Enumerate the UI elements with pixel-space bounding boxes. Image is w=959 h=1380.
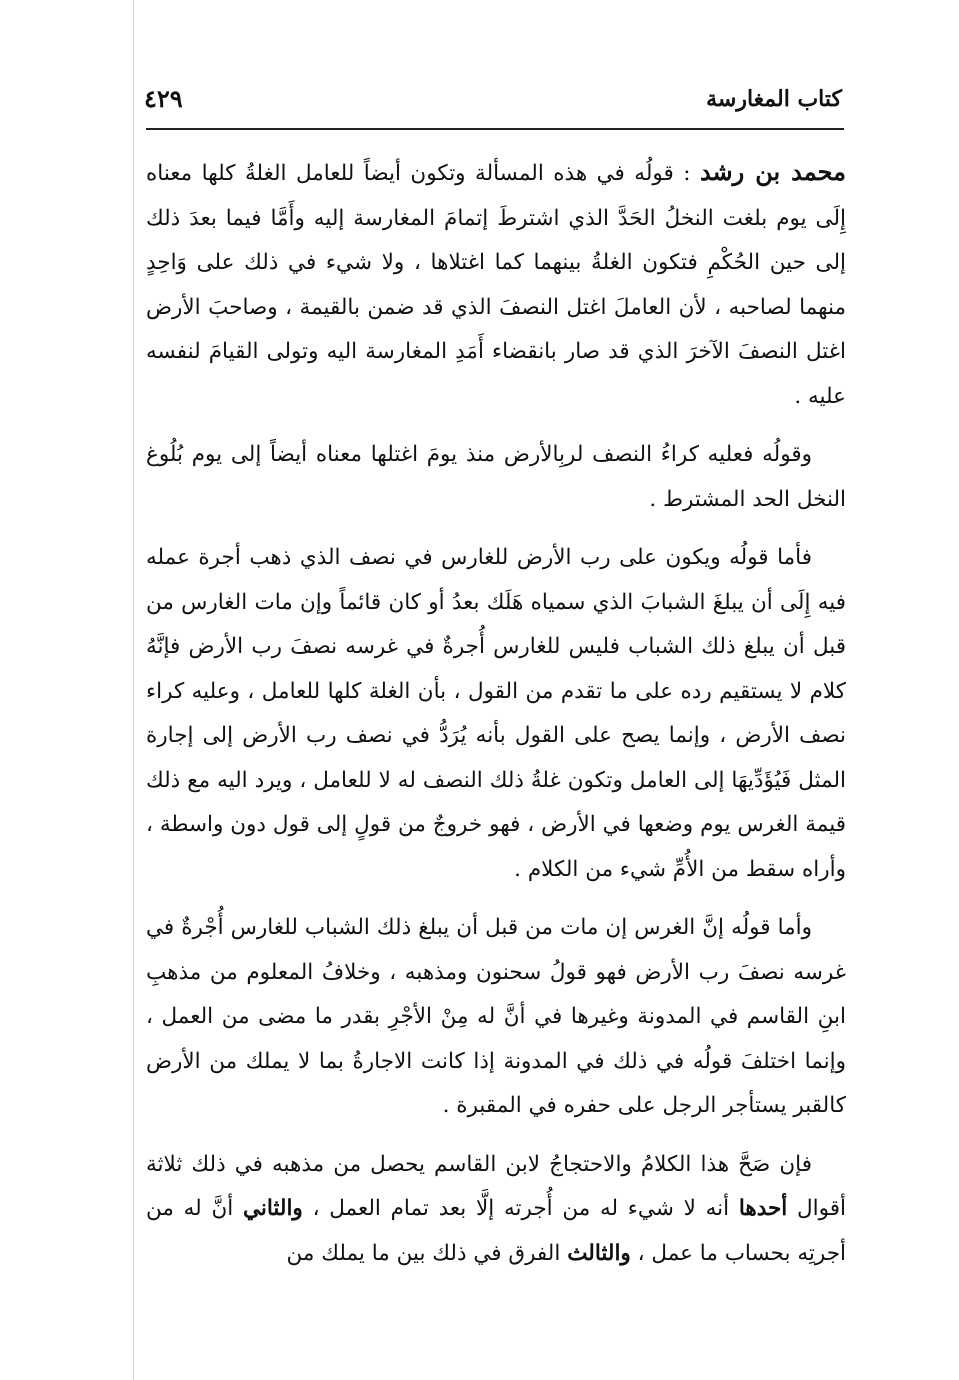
header-rule	[146, 128, 844, 130]
paragraph-5-text-b: أنه لا شيء له من أُجرته إلَّا بعد تمام العمل ،	[312, 1196, 730, 1221]
paragraph-4: وأما قولُه إنَّ الغرس إن مات من قبل أن يبلغ ذلك الشباب للغارس أُجْرةٌ في غرسه نصفَ رب الأرض فهو قولُ سحنون ومذهبه ، وخلافُ المعلوم من مذهبِ ابنِ القاسم في المدونة وغيرها في أنَّ له مِنْ الأجْرِ بقدر ما مضى من العمل ، وإنما اختلفَ قولُه في ذلك في المدونة إذا كانت الاجارةُ بما لا يملك من الأرض كالقبر يستأجر الرجل على حفره في المقبرة .	[146, 915, 846, 1118]
author-name: محمد بن رشد	[699, 157, 846, 186]
page-number: ٤٢٩	[144, 84, 183, 113]
running-title: كتاب المغارسة	[706, 86, 842, 112]
paragraph-1	[146, 150, 846, 419]
keyword-first: أحدها	[738, 1196, 788, 1221]
paragraph-5-text-a: فإن صَحَّ هذا الكلامُ والاحتجاجُ لابن القاسم يحصل من مذهبه في ذلك ثلاثة أقوال	[146, 1151, 846, 1221]
page-gutter-line	[133, 0, 134, 1380]
keyword-third: والثالث	[567, 1240, 631, 1266]
paragraph-2: وقولُه فعليه كراءُ النصف لربِالأرض منذ يومَ اغتلها معناه أيضاً إلى يوم بُلُوغ النخل الحد المشترط .	[146, 442, 846, 512]
paragraph-5-text-c: أنَّ له من أجرتِه بحساب ما عمل ،	[146, 1196, 846, 1266]
body-text	[146, 150, 846, 1290]
paragraph-3: فأما قولُه ويكون على رب الأرض للغارس في نصف الذي ذهب أجرة عمله فيه إِلَى أن يبلغَ الشبابَ الذي سمياه هَلَك بعدُ أو كان قائماً وإن مات الغارس من قبل أن يبلغ ذلك الشباب فليس للغارس أُجرةٌ في غرسه نصفَ رب الأرض فإنَّهُ كلام لا يستقيم رده على ما تقدم من القول ، بأن الغلة كلها للعامل ، وعليه كراء نصف الأرض ، وإنما يصح على القول بأنه يُرَدُّ في نصف رب الأرض إلى إجارة المثل فَيُؤَدِّيهَا إلى العامل وتكون غلةُ ذلك النصف له لا للعامل ، ويرد اليه مع ذلك قيمة الغرس يوم وضعها في الأرض ، فهو خروجٌ من قولٍ إلى قول دون واسطة ، وأراه سقط من الأُمِّ شيء من الكلام .	[146, 545, 846, 882]
paragraph-1-text: : قولُه في هذه المسألة وتكون أيضاً للعامل الغلةُ كلها معناه إِلَى يوم بلغت النخلُ الحَدَّ الذي اشترطَ إتمامَ المغارسة إليه وأَمَّا فيما بعدَ ذلك إلى حين الحُكْمِ فتكون الغلةُ بينهما كما اغتلاها ، ولا شيء في ذلك على وَاحِدٍ منهما لصاحبه ، لأن العاملَ اغتل النصفَ الذي قد ضمن بالقيمة ، وصاحبَ الأرض اغتل النصفَ الآخرَ الذي قد صار بانقضاء أَمَدِ المغارسة اليه وتولى القيامَ لنفسه عليه .	[146, 161, 846, 409]
paragraph-5	[146, 1143, 846, 1277]
page-header	[140, 82, 842, 122]
paragraph-5-text-d: الفرق في ذلك بين ما يملك من	[286, 1240, 561, 1266]
keyword-second: والثاني	[242, 1196, 303, 1221]
